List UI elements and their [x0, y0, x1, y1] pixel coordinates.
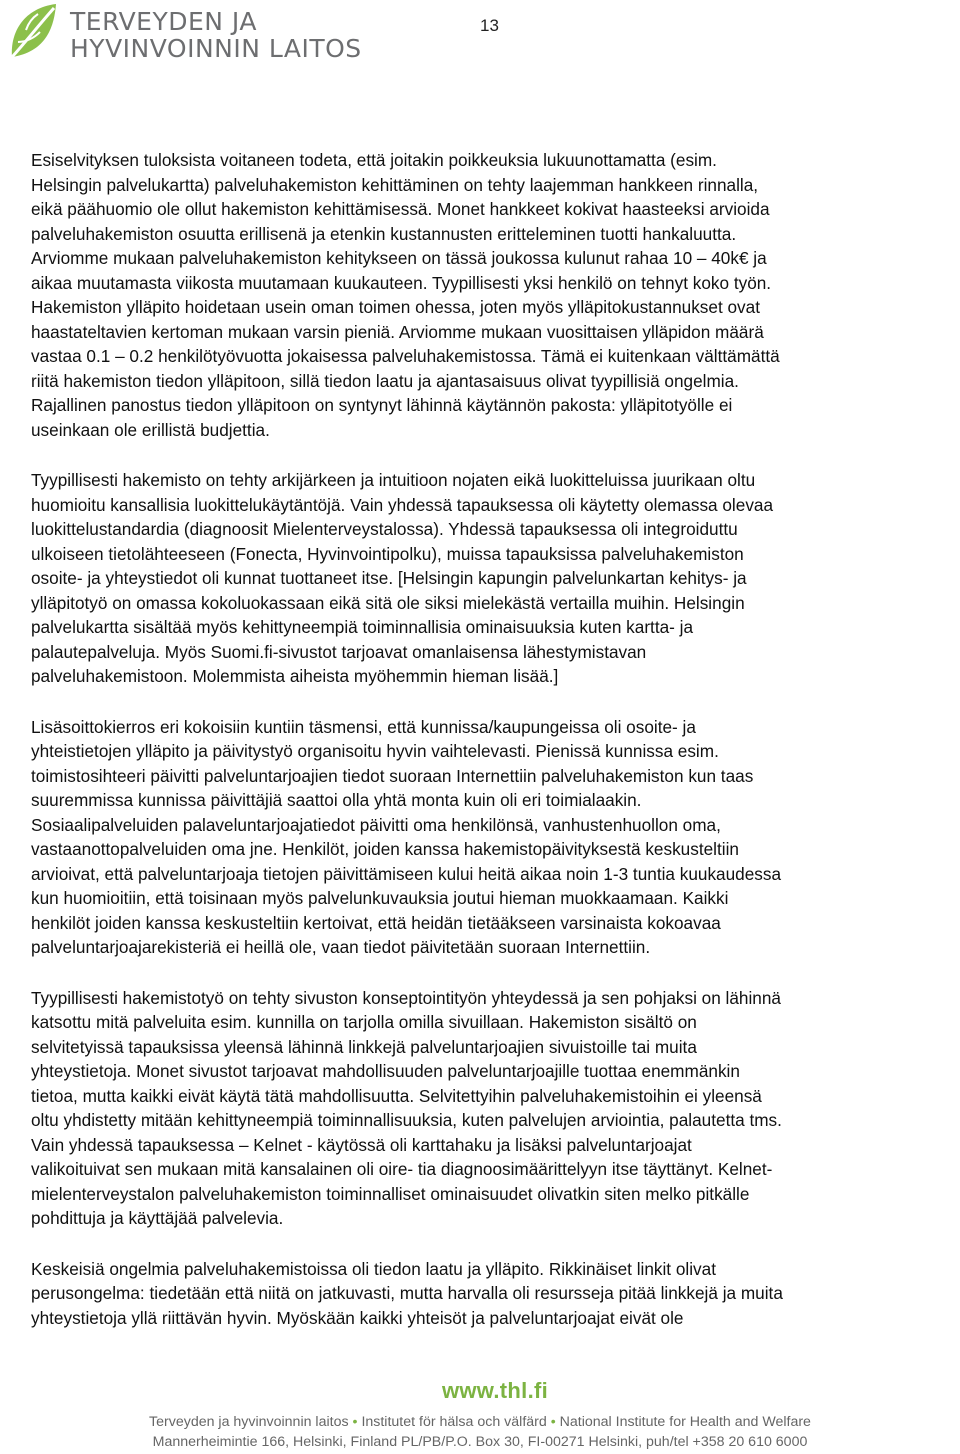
page-number: 13 [480, 16, 499, 35]
paragraph-1: Esiselvityksen tuloksista voitaneen todeta, että joitakin poikkeuksia lukuunottamatta (esim. Helsingin palvelukartta) palveluhakemiston kehittäminen on tehty laajemman hankkeen rinnalla, eikä päähuomio ole ollut hakemiston kehittämisessä. Monet hankkeet kokivat haasteeksi arvioida palveluhakemiston osuutta erillisenä ja etenkin kustannusten eritteleminen tuotti hankaluutta. Arviomme mukaan palveluhakemiston kehitykseen on tässä joukossa kulunut rahaa 10 ‒ 40k€ ja aikaa muutamasta viikosta muutamaan kuukauteen. Tyypillisesti yksi henkilö on tehnyt koko työn. Hakemiston ylläpito hoidetaan usein oman toimen ohessa, joten myös ylläpitokustannukset ovat haastateltavien kertoman mukaan varsin pieniä. Arviomme mukaan vuosittaisen ylläpidon määrä vastaa 0.1 ‒ 0.2 henkilötyövuotta jokaisessa palveluhakemistossa. Tämä ei kuitenkaan välttämättä riitä hakemiston tiedon ylläpitoon, sillä tiedon laatu ja ajantasaisuus olivat tyypillisiä ongelmia. Rajallinen panostus tiedon ylläpitoon on syntynyt lähinnä käytännön pakosta: ylläpitotyölle ei useinkaan ole erillistä budjettia. [31, 150, 780, 440]
footer-separator: • [352, 1414, 358, 1430]
thl-leaf-logo-icon [4, 2, 64, 64]
paragraph-3: Lisäsoittokierros eri kokoisiin kuntiin täsmensi, että kunnissa/kaupungeissa oli osoite- ja yhteistietojen ylläpito ja päivitystyö organisoitu hyvin vaihtelevasti. Pienissä kunnissa esim. toimistosihteeri päivitti palveluntarjoajien tiedot suoraan Internettiin palveluhakemiston kun taas suuremmissa kunnissa päivittäjiä saattoi olla yhtä monta kuin oli eri toimialaakin. Sosiaalipalveluiden palaveluntarjoajatiedot päivitti oma henkilönsä, vanhustenhuollon oma, vastaanottopalveluiden oma jne. Henkilöt, joiden kanssa hakemistopäivityksestä keskusteltiin arvioivat, että palveluntarjoaja tietojen päivittämiseen kului heitä aikaa noin 1-3 tuntia kuukaudessa kun huomioitiin, että toisinaan myös palvelunkuvauksia joutui hieman muokkaamaan. Kaikki henkilöt joiden kanssa keskusteltiin kertoivat, että heidän tietääkseen varsinaista kokoavaa palveluntarjoajarekisteriä ei heillä ole, vaan tiedot päivitetään suoraan Internettiin. [31, 716, 782, 957]
footer-institute-names [0, 1412, 960, 1432]
footer-address: Mannerheimintie 166, Helsinki, Finland PL/PB/P.O. Box 30, FI-00271 Helsinki, puh/tel +358 20 610 6000 [152, 1434, 808, 1450]
paragraph-5: Keskeisiä ongelmia palveluhakemistoissa oli tiedon laatu ja ylläpito. Rikkinäiset linkit olivat perusongelma: tiedetään että niitä on jatkuvasti, mutta harvalla oli resursseja pitää linkkejä ja muita yhteystietoja yllä riittävän hyvin. Myöskään kaikki yhteisöt ja palveluntarjoajat eivät ole [31, 1258, 783, 1328]
institute-name-sv: Institutet för hälsa och välfärd [361, 1414, 547, 1430]
page-header [0, 0, 960, 70]
institute-name-fi: Terveyden ja hyvinvoinnin laitos [149, 1414, 349, 1430]
page-footer [0, 1378, 960, 1452]
organization-name-line-1: TERVEYDEN JA [70, 7, 257, 36]
institute-name-en: National Institute for Health and Welfare [559, 1414, 811, 1430]
paragraph-2: Tyypillisesti hakemisto on tehty arkijärkeen ja intuitioon nojaten eikä luokitteluissa juurikaan oltu huomioitu kansallisia luokittelukäytäntöjä. Vain yhdessä tapauksessa oli käytetty olemassa olevaa luokittelustandardia (diagnoosit Mielenterveystalossa). Yhdessä tapauksessa oli integroiduttu ulkoiseen tietolähteeseen (Fonecta, Hyvinvointipolku), muissa tapauksissa palveluhakemiston osoite- ja yhteystiedot oli kunnat tuottaneet itse. [Helsingin kapungin palvelunkartan kehitys- ja ylläpitotyö on omassa kokoluokassaan eikä sitä ole siksi mielekästä vertailla muihin. Helsingin palvelukartta sisältää myös kehittyneempiä toiminnallisia ominaisuuksia kuten kartta- ja palautepalveluja. Myös Suomi.fi-sivustot tarjoavat omanlaisensa lähestymistavan palveluhakemistoon. Molemmista aiheista myöhemmin hieman lisää.] [31, 470, 774, 686]
document-body [31, 148, 959, 1356]
footer-separator: • [550, 1414, 556, 1430]
paragraph-4: Tyypillisesti hakemistotyö on tehty sivuston konseptointityön yhteydessä ja sen pohjaksi on lähinnä katsottu mitä palveluita esim. kunnilla on tarjolla omilla sivuillaan. Hakemiston sisältö on selvitetyissä tapauksissa yleensä lähinnä linkkejä palveluntarjoajien sivuistoille tai muita yhteystietoja. Monet sivustot tarjoavat mahdollisuuden palveluntarjoajille tuottaa enemmänkin tietoa, mutta kaikki eivät käytä tätä mahdollisuutta. Selvitettyihin palveluhakemistoihin ei yleensä oltu yhdistetty mitään kehittyneempiä toiminnallisuuksia, kuten palvelujen arviointia, palautetta tms. Vain yhdessä tapauksessa ‒ Kelnet - käytössä oli karttahaku ja lisäksi palveluntarjoajat valikoituivat sen mukaan mitä kansalainen oli oire- tia diagnoosimäärittelyyn itse täyttänyt. Kelnet- mielenterveystalon palveluhakemiston toiminnalliset ominaisuudet olivatkin siten melko pitkälle pohdittuja ja käyttäjää palvelevia. [31, 987, 782, 1228]
organization-name-line-2: HYVINVOINNIN LAITOS [70, 34, 362, 63]
organization-name [70, 8, 362, 62]
footer-url: www.thl.fi [441, 1378, 549, 1403]
